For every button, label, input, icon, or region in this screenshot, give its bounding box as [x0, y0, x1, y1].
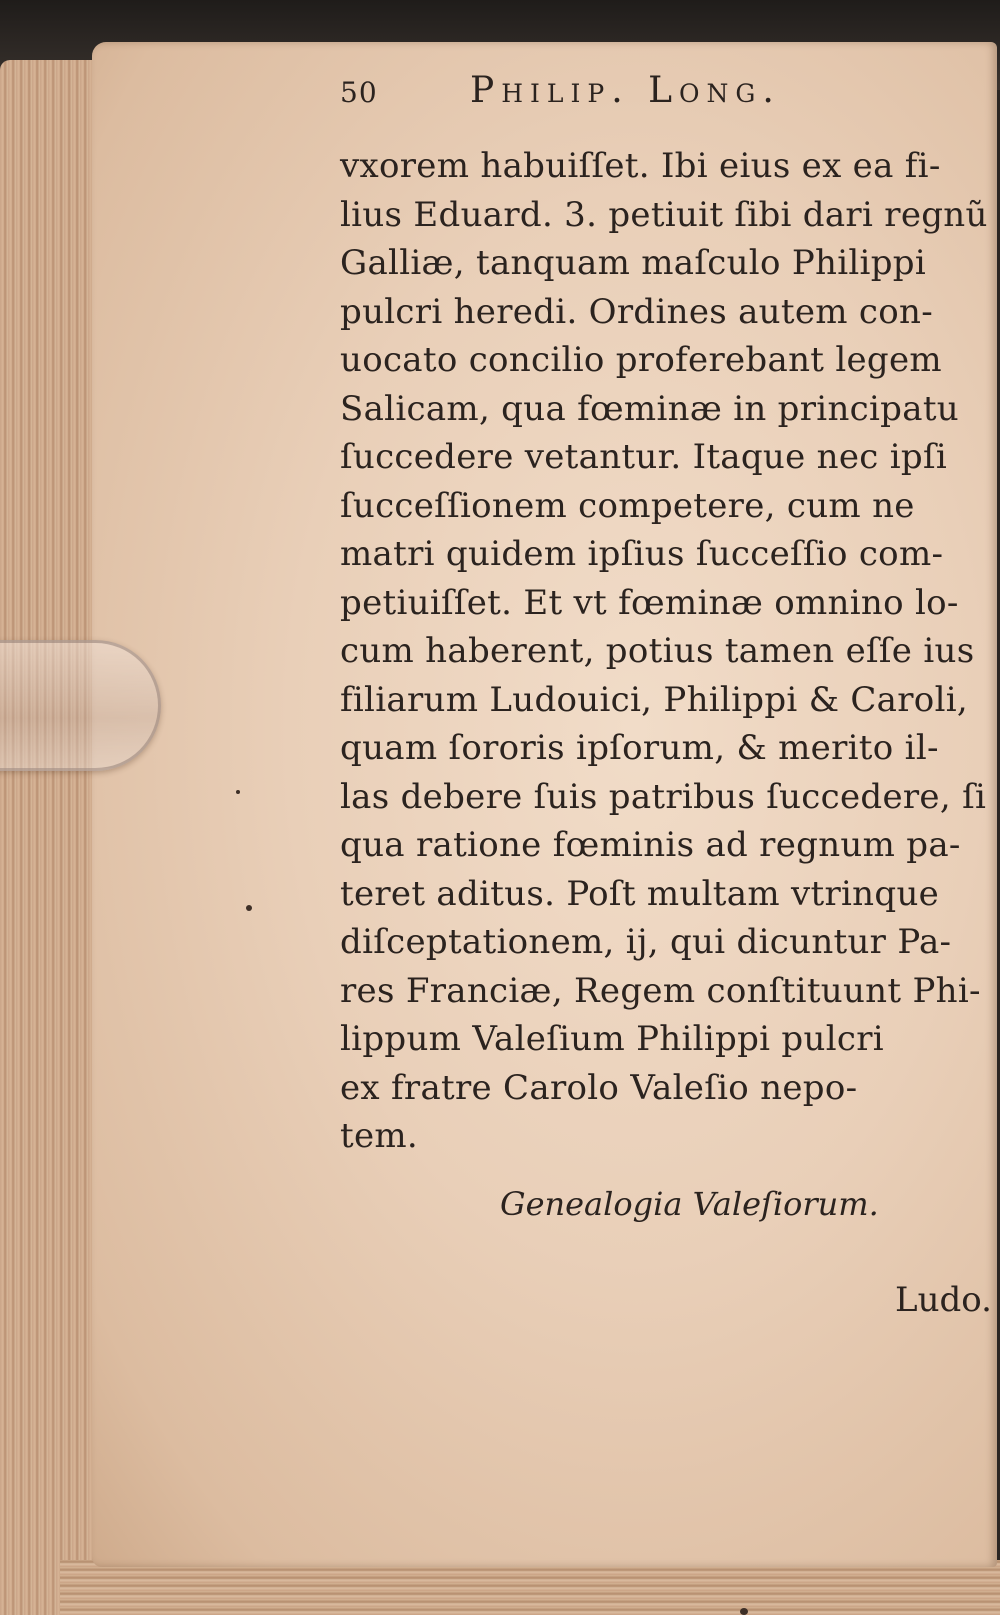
text-line: pulcri heredi. Ordines autem con- — [340, 291, 933, 332]
text-line: lius Eduard. 3. petiuit ſibi dari regnũ — [340, 194, 988, 235]
page-clip — [0, 640, 161, 771]
text-line: matri quidem ipſius ſucceſſio com- — [340, 534, 944, 574]
ink-speck — [236, 790, 240, 794]
running-title: Philip. Long. — [470, 70, 781, 111]
text-line: ſucceſſionem competere, cum ne — [340, 485, 915, 526]
text-line: uocato concilio proferebant legem — [340, 340, 942, 380]
text-line: petiuiſſet. Et vt fœminæ omnino lo- — [340, 582, 959, 623]
text-block — [340, 70, 988, 1161]
ink-speck — [246, 905, 252, 911]
text-line: res Franciæ, Regem conſtituunt Phi- — [340, 970, 981, 1011]
section-caption: Genealogia Valeſiorum. — [500, 1185, 879, 1223]
text-line: quam ſororis ipſorum, & merito il- — [340, 728, 939, 768]
text-line: qua ratione fœminis ad regnum pa- — [340, 825, 961, 865]
text-line: vxorem habuiſſet. Ibi eius ex ea fi- — [340, 146, 941, 186]
text-line: lippum Valeſium Philippi pulcri — [340, 1019, 884, 1059]
text-line: cum haberent, potius tamen eſſe ius — [340, 631, 975, 671]
ink-speck — [740, 1608, 748, 1615]
text-line: filiarum Ludouici, Philippi & Caroli, — [340, 679, 969, 720]
running-head — [340, 70, 970, 140]
text-line: diſceptationem, ij, qui dicuntur Pa- — [340, 922, 952, 962]
body-text — [340, 142, 988, 1161]
text-line: Galliæ, tanquam maſculo Philippi — [340, 243, 927, 283]
page-edges-bottom — [60, 1560, 1000, 1615]
text-line: tem. — [340, 1116, 419, 1156]
text-line: teret aditus. Poſt multam vtrinque — [340, 873, 940, 914]
text-line: Salicam, qua fœminæ in principatu — [340, 388, 959, 429]
text-line: ſuccedere vetantur. Itaque nec ipſi — [340, 437, 948, 477]
page-number: 50 — [340, 76, 378, 109]
text-line: las debere ſuis patribus ſuccedere, ſi — [340, 776, 987, 817]
text-line: ex fratre Carolo Valeſio nepo- — [340, 1067, 858, 1108]
catchword: Ludo. — [895, 1280, 992, 1320]
